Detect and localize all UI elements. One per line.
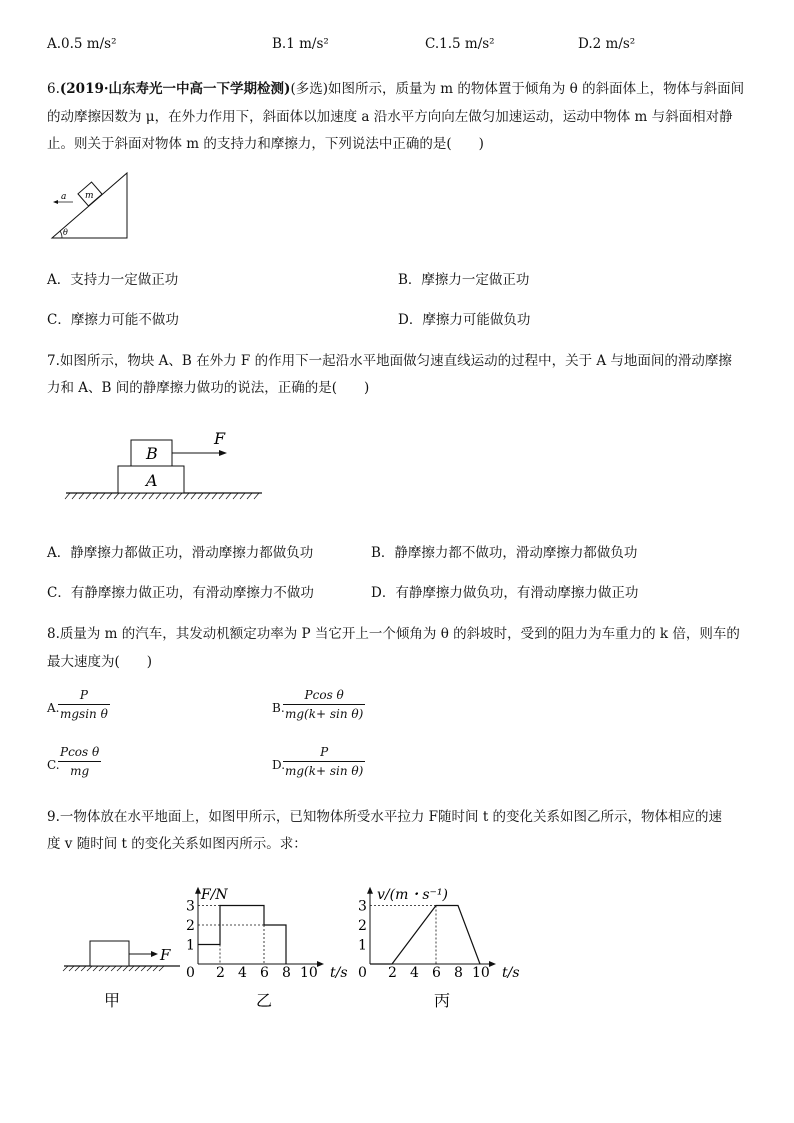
q8-option-c-denominator: mg bbox=[58, 761, 101, 778]
theta-arc bbox=[60, 231, 62, 238]
chart-bing-ylabel: v/(m・s⁻¹) bbox=[377, 887, 449, 903]
jia-caption: 甲 bbox=[104, 991, 121, 1010]
q6-option-d: D．摩擦力可能做负功 bbox=[398, 312, 531, 328]
force-arrowhead bbox=[219, 450, 227, 456]
q6-source: (2019·山东寿光一中高一下学期检测) bbox=[59, 81, 291, 97]
q8-option-a-letter: A. bbox=[47, 701, 60, 715]
q8-option-b-fraction bbox=[283, 688, 365, 721]
q8-option-c-numerator: Pcos θ bbox=[60, 745, 100, 759]
jia-block bbox=[90, 941, 129, 966]
q8-option-b-denominator: mg(k+ sin θ) bbox=[283, 704, 365, 721]
ground-hatch bbox=[65, 493, 259, 499]
chart-yi-x-tick-6: 6 bbox=[260, 965, 269, 981]
q8-option-a-denominator: mgsin θ bbox=[58, 704, 110, 721]
chart-bing-y-tick-3: 3 bbox=[358, 898, 367, 915]
label-block-a: A bbox=[146, 471, 158, 490]
q8-option-a-numerator: P bbox=[79, 688, 88, 702]
q9-chart-yi bbox=[180, 880, 355, 1015]
label-theta: θ bbox=[63, 228, 68, 237]
chart-yi-series-line bbox=[198, 906, 286, 965]
chart-yi-xlabel: t/s bbox=[330, 965, 348, 981]
chart-bing-xlabel: t/s bbox=[502, 965, 520, 981]
chart-bing-x-tick-8: 8 bbox=[454, 965, 463, 981]
accel-arrowhead bbox=[53, 200, 58, 204]
chart-bing-x-tick-2: 2 bbox=[388, 965, 397, 981]
label-force-f: F bbox=[214, 429, 226, 448]
q7-option-d: D．有静摩擦力做负功，有滑动摩擦力做正功 bbox=[371, 585, 639, 601]
chart-yi-y-tick-3: 3 bbox=[186, 898, 195, 915]
q6-number: 6. bbox=[47, 81, 60, 97]
chart-yi-x-tick-8: 8 bbox=[282, 965, 291, 981]
q7-option-a: A．静摩擦力都做正功，滑动摩擦力都做负功 bbox=[47, 545, 314, 561]
chart-bing-y-tick-1: 1 bbox=[358, 937, 367, 954]
chart-bing-x-tick-4: 4 bbox=[410, 965, 419, 981]
q6-line-3: 止。则关于斜面对物体 m 的支持力和摩擦力，下列说法中正确的是( ) bbox=[47, 136, 484, 152]
q7-option-c: C．有静摩擦力做正功，有滑动摩擦力不做功 bbox=[47, 585, 314, 601]
chart-yi-y-tick-2: 2 bbox=[186, 918, 195, 934]
jia-force-arrowhead bbox=[151, 951, 158, 957]
chart-yi-x-tick-2: 2 bbox=[216, 965, 225, 981]
chart-yi-x-axis-arrow bbox=[317, 961, 324, 967]
q8-option-c-fraction bbox=[58, 745, 101, 778]
q5-option-a: A.0.5 m/s² bbox=[47, 36, 117, 52]
chart-bing-caption: 丙 bbox=[434, 991, 451, 1010]
q6-line1-rest: (多选)如图所示，质量为 m 的物体置于倾角为 θ 的斜面体上，物体与斜面间 bbox=[290, 81, 745, 97]
q9-line-2: 度 v 随时间 t 的变化关系如图丙所示。求： bbox=[47, 836, 307, 852]
q9-chart-bing bbox=[352, 880, 532, 1015]
chart-yi-origin: 0 bbox=[186, 965, 195, 981]
q6-incline-figure bbox=[47, 168, 137, 243]
q8-option-b-numerator: Pcos θ bbox=[304, 688, 344, 702]
chart-bing-y-tick-2: 2 bbox=[358, 918, 367, 934]
chart-yi-x-tick-10: 10 bbox=[300, 965, 318, 981]
q9-figure-jia bbox=[60, 930, 185, 1015]
q8-option-d-fraction bbox=[283, 745, 365, 778]
chart-bing-x-axis-arrow bbox=[489, 961, 496, 967]
chart-bing-origin: 0 bbox=[358, 965, 367, 981]
label-m: m bbox=[85, 191, 94, 201]
chart-bing-y-axis-arrow bbox=[367, 887, 373, 894]
chart-bing-x-tick-6: 6 bbox=[432, 965, 441, 981]
q7-line-2: 力和 A、B 间的静摩擦力做功的说法，正确的是( ) bbox=[47, 380, 370, 396]
q6-option-b: B．摩擦力一定做正功 bbox=[398, 272, 530, 288]
chart-bing-x-tick-10: 10 bbox=[472, 965, 490, 981]
q8-line-1: 8.质量为 m 的汽车，其发动机额定功率为 P 当它开上一个倾角为 θ 的斜坡时，受到的阻力为车重力的 k 倍，则车的 bbox=[47, 626, 740, 642]
label-block-b: B bbox=[146, 444, 158, 463]
q8-option-d-numerator: P bbox=[320, 745, 329, 759]
q6-option-c: C．摩擦力可能不做功 bbox=[47, 312, 179, 328]
q5-option-d: D.2 m/s² bbox=[578, 36, 636, 52]
q7-line-1: 7.如图所示，物块 A、B 在外力 F 的作用下一起沿水平地面做匀速直线运动的过程中，关于 A 与地面间的滑动摩擦 bbox=[47, 353, 732, 369]
q7-option-b: B．静摩擦力都不做功，滑动摩擦力都做负功 bbox=[371, 545, 638, 561]
jia-label-f: F bbox=[160, 946, 171, 964]
q6-line-1 bbox=[47, 77, 744, 97]
q8-option-b-letter: B. bbox=[272, 701, 285, 715]
q7-blocks-figure bbox=[62, 424, 268, 500]
chart-bing-series-line bbox=[370, 906, 480, 965]
q5-option-c: C.1.5 m/s² bbox=[425, 36, 495, 52]
chart-yi-ylabel: F/N bbox=[201, 887, 228, 903]
q5-option-b: B.1 m/s² bbox=[272, 36, 329, 52]
chart-yi-x-tick-4: 4 bbox=[238, 965, 247, 981]
q8-option-c-letter: C. bbox=[47, 758, 60, 772]
q6-line-2: 的动摩擦因数为 μ，在外力作用下，斜面体以加速度 a 沿水平方向向左做匀加速运动，运动中物体 m 与斜面相对静 bbox=[47, 109, 733, 125]
q8-line-2: 最大速度为( ) bbox=[47, 654, 153, 670]
q8-option-d-denominator: mg(k+ sin θ) bbox=[283, 761, 365, 778]
q8-option-a-fraction bbox=[58, 688, 110, 721]
q8-option-d-letter: D. bbox=[272, 758, 286, 772]
q6-option-a: A．支持力一定做正功 bbox=[47, 272, 179, 288]
label-a: a bbox=[61, 192, 67, 202]
jia-ground-hatch bbox=[63, 966, 164, 971]
chart-yi-y-tick-1: 1 bbox=[186, 937, 195, 954]
q9-line-1: 9.一物体放在水平地面上，如图甲所示，已知物体所受水平拉力 F随时间 t 的变化关系如图乙所示，物体相应的速 bbox=[47, 809, 723, 825]
chart-yi-caption: 乙 bbox=[256, 991, 273, 1010]
